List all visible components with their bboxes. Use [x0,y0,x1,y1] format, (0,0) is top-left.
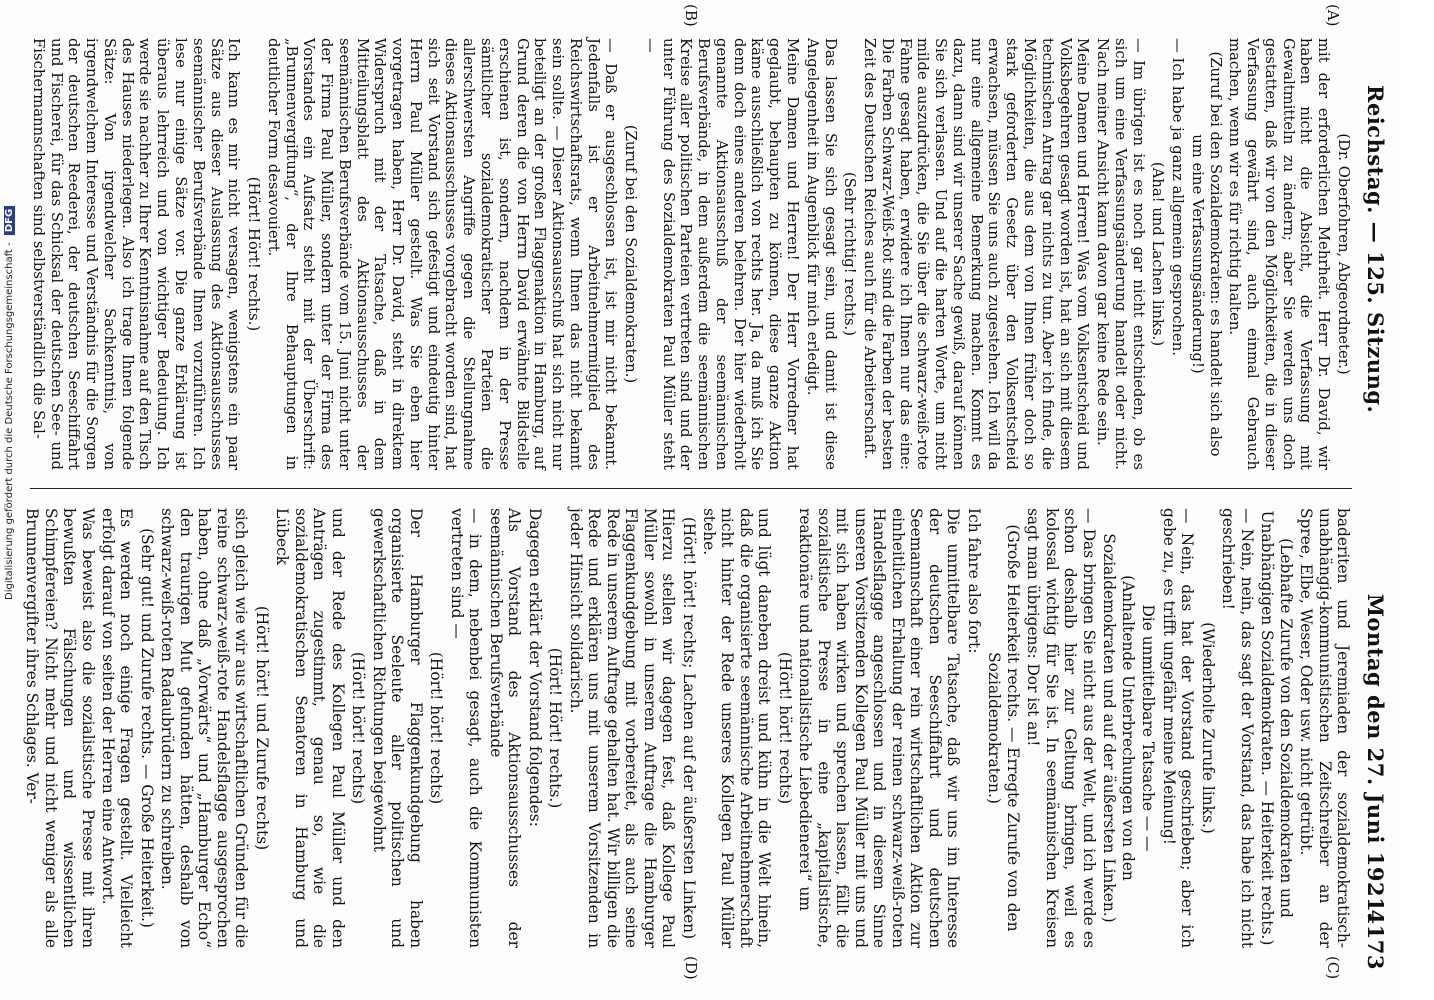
page-header [1358,30,1388,970]
margin-marker-d: (D) [682,956,700,980]
interjection: (Hört! hört! rechts) [775,651,794,805]
paragraph: Der Hamburger Flaggenkundgebung haben organisierte Seeleute aller politischen und gewerkschaftlichen Richtungen beigewohnt [369,508,425,948]
interjection: (Anhaltende Unterbrechungen von den Sozialdemokraten und auf der äußersten Linken.) [1100,533,1137,923]
interjection: (Hört! hört! rechts) [349,651,368,805]
header-date: Montag den 27. Juni 1921. [1363,593,1388,920]
paragraph: — Nein, nein, das sagt der Vorstand, das habe ich nicht geschrieben! [1219,508,1256,948]
paragraph: Ich kann es mir nicht versagen, wenigstens ein paar Sätze aus dieser Auslassung des Aktionsausschusses seemännischer Berufsverbände Ihnen vorzuführen. Ich lese nur einige Sätze vor. Die ganze Erklärung ist überaus lehrreich und von wichtiger Bedeutung. Ich werde sie nachher zu Ihrer Kenntnisnahme auf den Tisch des Hauses niederlegen. Also ich trage Ihnen folgende Sätze: Von irgendwelcher Sachkenntnis, von irgendwelchem Interesse und Verständnis für die Sorgen der deutschen Reederei, der deutschen Seeschiffahrt und Fischerei, für das Schicksal der deutschen See- und Fischermannschaften sind selbstverständlich die Sal- [29,38,243,470]
interjection: (Hört! hört! rechts; Lachen auf der äußersten Linken) [679,516,698,940]
paragraph: — in dem, nebenbei gesagt, auch die Kommunisten vertreten sind — [447,508,485,948]
interjection: (Sehr richtig! rechts.) [841,171,859,337]
column-divider [30,488,1352,489]
paragraph: Die unmittelbare Tatsache — — [1139,604,1158,852]
page-number: 4173 [1363,909,1388,970]
paragraph: Meine Damen und Herren! Was vom Volksentscheid und Volksbegehren gesagt worden ist, hat an sich mit diesem technischen Antrag gar nichts zu tun. Aber ich finde, die Möglichkeiten, die aus dem von Ihnen früher doch so stark geforderten Gesetz über den Volksentscheid erwachsen, müssen Sie uns auch zugestehen. Ich will da nur eine allgemeine Bemerkung machen. Kommt es dazu, dann sind wir unserer Sache gewiß, darauf können Sie sich verlassen. Und auf die harten Worte, um nicht milde auszudrücken, die Sie über die schwarz-weiß-rote Fahne gesagt haben, erwidere ich Ihnen nur das eine: Die Farben Schwarz-Weiß-Rot sind die Farben der besten Zeit des Deutschen Reiches auch für die Arbeiterschaft. [861,38,1092,470]
paragraph: Dagegen erklärt der Vorstand folgendes: [525,508,544,827]
paragraph: Es werden noch einige Fragen gestellt. Vielleicht erfolgt darauf von seiten der Herren eine Antwort. [99,508,136,948]
dfg-logo: DFG [4,206,15,235]
interjection: (Sehr gut! und Zurufe rechts. — Große Heiterkeit.) [137,528,156,928]
interjection: (Hört! Hört! rechts.) [245,176,263,332]
paragraph: Hierzu stellen wir dagegen fest, daß Kollege Paul Müller sowohl in unserem Auftrage die Hamburger Flaggenkundgebung mit vorbereitet, als auch seine Rede in unserem Auftrage gehalten hat. Wir billigen die Rede und erklären uns mit unserem Vorsitzenden in jeder Hinsicht solidarisch. [566,508,678,948]
paragraph: Was beweist also die sozialistische Presse mit ihren bewußten Fälschungen und wissentlichen Schimpfereien? Nicht mehr und nicht weniger als alle Brunnenvergifter ihres Schlages. Ver- [23,508,97,948]
paragraph: — Daß er ausgeschlossen ist, ist mir nicht bekannt. Jedenfalls ist er Arbeitnehmermitglied des Reichswirtschaftsrats, wenn Ihnen das nicht bekannt sein sollte. — Dieser Aktionsausschuß hat sich nicht nur beteiligt an der großen Flaggenaktion in Hamburg, auf Grund deren die von Herrn David erwähnte Bildstelle erschienen ist, sondern, nachdem in der Presse sämtlicher sozialdemokratischer Parteien die allerschwersten Angriffe gegen die Stellungnahme dieses Aktionsausschusses vorgebracht worden sind, hat sich seit Vorstand sich gefestigt und eindeutig hinter Herrn Paul Müller gestellt. Was Sie eben hier vorgetragen haben, Herr Dr. David, steht in direktem Widerspruch mit der Tatsache, daß in dem Mitteilungsblatt des Aktionsausschusses der seemännischen Berufsverbände vom 15. Juni nicht unter der Firma Paul Müller, sondern unter der Firma des Vorstandes ein Aufsatz steht mit der Überschrift: „Brunnenvergiftung“, der Ihre Behauptungen in deutlicher Form desavouiert. [264,38,620,470]
paragraph: und der Rede des Kollegen Paul Müller und den Anträgen zugestimmt, genau so, wie die sozialdemokratischen Senatoren in Hamburg und Lübeck [273,508,347,948]
paragraph: — Das bringen Sie nicht aus der Welt, und ich werde es schon deshalb hier zur Geltung bringen, weil es kolossal wichtig für Sie ist. In seemännischen Kreisen sagt man übrigens: Dor ist an! [1024,508,1098,948]
paragraph: — Im übrigen ist es noch gar nicht entschieden, ob es sich um eine Verfassungsänderung handelt oder nicht. Nach meiner Ansicht kann davon gar keine Rede sein. [1094,38,1147,470]
interjection: (Aha! und Lachen links.) [1149,161,1167,347]
interjection: (Lebhafte Zurufe von den Sozialdemokraten und Unabhängigen Sozialdemokraten. — Heiterkeit rechts.) [1258,510,1295,946]
paragraph: Die unmittelbare Tatsache, daß wir uns im Interesse der deutschen Seeschiffahrt und deutschen Seemannschaft einer rein wirtschaftlichen Aktion zur einheitlichen Erhaltung der reinen schwarz-weiß-roten Handelsflagge angeschlossen und in diesem Sinne unseren Vorsitzenden Kollegen Paul Müller mit uns und mit sich haben wirken und sprechen lassen, fällt die sozialistische Presse in eine „kapitalistische, reaktionäre und nationalistische Liebedienerei“ um [796,508,963,948]
margin-marker-b: (B) [682,4,700,27]
margin-marker-a: (A) [1324,4,1342,27]
paragraph: — Nein, das hat der Vorstand geschrieben; aber ich gebe zu, es trifft ungefähr meine Meinung! [1159,508,1197,948]
paragraph: Das lassen Sie sich gesagt sein, und damit ist diese Angelegenheit im Augenblick für mich erledigt. [803,38,839,470]
paragraph: (Dr. Oberfohren, Abgeordneter.) [1335,133,1352,375]
paragraph: und lügt daneben dreist und kühn in die Welt hinein, daß die organisierte seemännische Arbeitnehmerschaft nicht hinter der Rede unseres Kollegen Paul Müller stehe. [700,508,774,948]
interjection: (Hört! hört! und Zurufe rechts) [252,605,271,851]
interjection: (Zuruf bei den Sozialdemokraten.) [622,124,640,384]
interjection: (Wiederholte Zurufe links.) [1198,622,1217,834]
paragraph: baderiten und Jeremiaden der sozialdemokratisch-unabhängig-kommunistischen Zeitschreiber an der Spree, Elbe, Weser, Oder usw. nicht getrübt. [1297,508,1352,948]
paragraph: — Ich habe ja ganz allgemein gesprochen. [1169,38,1187,356]
interjection: (Große Heiterkeit rechts. — Erregte Zurufe von den Sozialdemokraten.) [985,524,1022,932]
interjection: (Hört! Hört! rechts.) [546,647,565,809]
paragraph: sich gleich wie wir aus wirtschaftlichen Gründen für die reine schwarz-weiß-rote Handelsflagge ausgesprochen haben, ohne daß „Vorwärts“ und „Hamburger Echo“ den traurigen Mut gefunden hätten, deshalb von schwarz-weiß-roten Radaubrüdern zu schreiben. [158,508,251,948]
paragraph: mit der erforderlichen Mehrheit. Herr Dr. David, wir haben nicht die Absicht, die Verfassung mit Gewaltmitteln zu ändern; aber Sie werden uns doch gestatten, daß wir von den Möglichkeiten, die in dieser Verfassung gewährt sind, auch einmal Gebrauch machen, wenn wir es für richtig halten. [1226,38,1333,470]
interjection: (Zuruf bei den Sozialdemokraten: es handelt sich also um eine Verfassungsänderung!) [1188,51,1224,457]
paragraph: Ich fahre also fort: [964,508,983,654]
left-text-column [10,38,1352,470]
paragraph: Als Vorstand des Aktionsausschusses der seemännischen Berufsverbände [486,508,524,948]
digitization-credit-text: Digitalisierung gefördert durch die Deutsche Forschungsgemeinschaft - [4,242,15,600]
margin-marker-c: (C) [1324,956,1342,980]
right-text-column [10,508,1352,948]
interjection: (Hört! hört! rechts) [427,651,446,805]
header-session-title: Reichstag. — 125. Sitzung. [1363,85,1388,414]
digitization-credit [4,208,18,600]
paragraph: Meine Damen und Herren! Der Herr Vorredner hat geglaubt, behaupten zu können, diese ganze Aktion käme ausschließlich von rechts her. Ja, da muß ich Sie denn doch eines anderen belehren. Der hier wiederholt genannte Aktionsausschuß der seemännischen Berufsverbände, in dem außerdem die seemännischen Kreise aller politischen Parteien vertreten sind und der unter Führung des Sozialdemokraten Paul Müller steht — [641,38,802,470]
